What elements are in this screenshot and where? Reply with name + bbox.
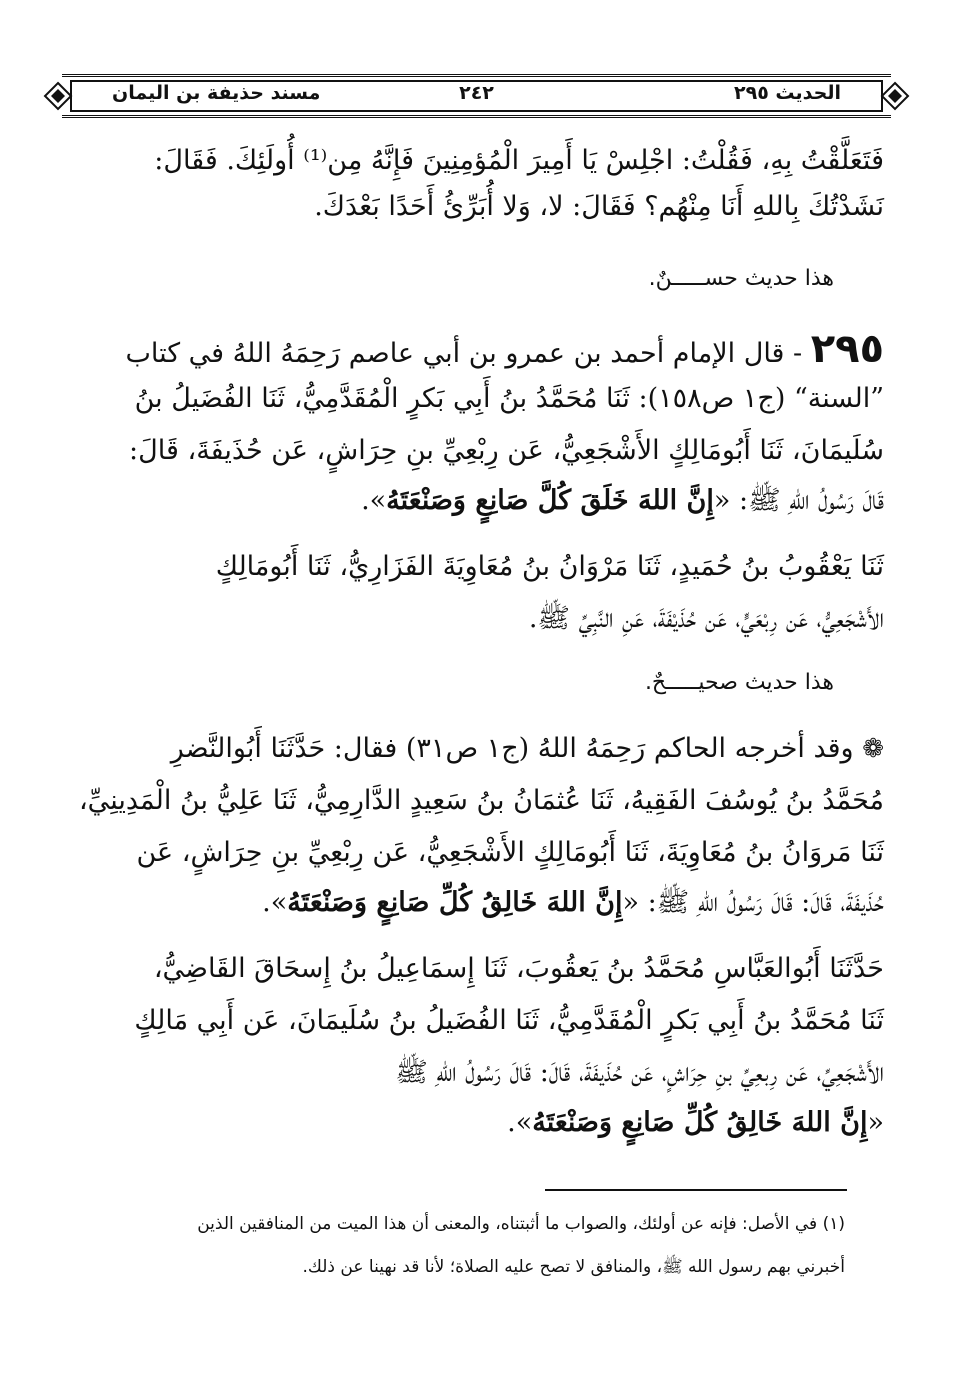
main-text [72,140,884,1180]
hadith-grade: هذا حديث صحيـــــحٌ. [644,670,834,695]
hadith-heading [125,328,884,375]
text-segment: « [867,1107,884,1138]
footnote-line: (١) في الأصل: فإنه عن أولئك، والصواب ما أثبتناه، والمعنى أن هذا الميت من المنافقين الذين [197,1214,845,1234]
text-segment: ». [507,1107,533,1138]
footnote-separator [545,1189,847,1191]
hadith-label: الحديث ٢٩٥ [734,82,841,104]
text-line: نَشَدْتُكَ بِاللهِ أَنَا مِنْهُم؟ فَقَالَ: لا، وَلا أُبَرِّئُ أَحَدًا بَعْدَكَ. [314,191,884,222]
text-segment: قَالَ رَسُولُ اللهِ ﷺ: « [713,485,884,516]
text-line: ”السنة“ (ج١ ص١٥٨): ثَنَا مُحَمَّدُ بنُ أَبِي بَكرٍ الْمُقَدَّمِيُّ، ثَنَا الفُضَيلُ بنُ [134,383,884,414]
text-line [361,480,884,522]
page-header [40,72,913,120]
text-line: ثَنَا مُحَمَّدُ بنُ أَبِي بَكرٍ الْمُقَدَّمِيُّ، ثَنَا الفُضَيلُ بنُ سُلَيمَانَ، عَن أَبِي مَالِكٍ [134,1005,884,1036]
page-number: ٢٤٢ [459,82,494,104]
quoted-hadith: إِنَّ اللهَ خَلَقَ كُلَّ صَانِعٍ وَصَنْعَتَهُ [386,485,714,516]
text-line: مُحَمَّدُ بنُ يُوسُفَ الفَقِيهُ، ثَنَا عُثمَانُ بنُ سَعِيدٍ الدَّارِمِيُّ، ثَنَا عَلِيُّ بنُ الْمَدِينِيِّ، [78,785,884,816]
text-line: - قال الإمام أحمد بن عمرو بن أبي عاصم رَحِمَهُ اللهُ في كتاب [125,338,803,369]
flower-icon: ❁ [862,734,884,764]
text-line [507,1102,884,1144]
quoted-hadith: إِنَّ اللهَ خَالِقُ كُلِّ صَانِعٍ وَصَنْعَتَهُ [532,1107,868,1138]
text-segment: ». [361,485,387,516]
text-line: حَدَّثَنَا أَبُوالعَبَّاسِ مُحَمَّدُ بنُ يَعقُوبَ، ثَنَا إِسمَاعِيلُ بنُ إِسحَاقَ القَاضِيُّ، [153,953,884,984]
text-line: الأَشْجَعِيُّ، عَن رِبْعَيٍّ، عَن حُذَيْفَةَ، عَنِ النَّبِيِّ ﷺ. [528,603,884,634]
text-line: فَتَعَلَّقْتُ بِهِ، فَقُلْتُ: اجْلِسْ يَا أَمِيرَ الْمُؤمِنِينَ فَإِنَّهُ مِن⁽¹⁾ أُولَئِكَ. فَقَالَ: [154,145,884,176]
text-line [262,882,884,924]
text-segment: ». [262,887,288,918]
text-line: الأَشْجَعِيِّ، عَن رِبعِيِّ بنِ حِرَاشٍ، عَن حُذَيفَةَ، قَالَ: قَالَ رَسُولُ اللهِ ﷺ [395,1057,884,1088]
text-segment: حُذَيفَةَ، قَالَ: قَالَ رَسُولُ اللهِ ﷺ: « [622,887,884,918]
text-line: ثَنَا يَعْقُوبُ بنُ حُمَيدٍ، ثَنَا مَرْوَانُ بنُ مُعَاوِيَةَ الفَزَارِيُّ، ثَنَا أَبُومَالِكٍ [215,551,884,582]
hadith-number: ٢٩٥ [810,326,884,372]
hadith-grade: هذا حديث حســـــنٌ. [648,266,834,291]
quoted-hadith: إِنَّ اللهَ خَالِقُ كُلِّ صَانِعٍ وَصَنْعَتَهُ [287,887,623,918]
text-line [171,728,884,770]
book-title: مسند حذيفة بن اليمان [112,82,321,104]
text-line: سُلَيمَانَ، ثَنَا أَبُومَالِكٍ الأَشْجَعِيُّ، عَن رِبْعِيِّ بنِ حِرَاشٍ، عَن حُذَيفَةَ، قَالَ: [129,435,884,466]
text-line: ثَنَا مَروَانُ بنُ مُعَاوِيَةَ، ثَنَا أَبُومَالِكٍ الأَشْجَعِيُّ، عَن رِبْعِيِّ بنِ حِرَاشٍ، عَن [136,837,884,868]
footnote-line: أخبرني بهم رسول الله ﷺ، والمنافق لا تصح عليه الصلاة؛ لأنا قد نهينا عن ذلك. [302,1257,845,1277]
text-segment: وقد أخرجه الحاكم رَحِمَهُ اللهُ (ج١ ص٣١) فقال: حَدَّثَنَا أَبُوالنَّضرِ [170,733,854,764]
